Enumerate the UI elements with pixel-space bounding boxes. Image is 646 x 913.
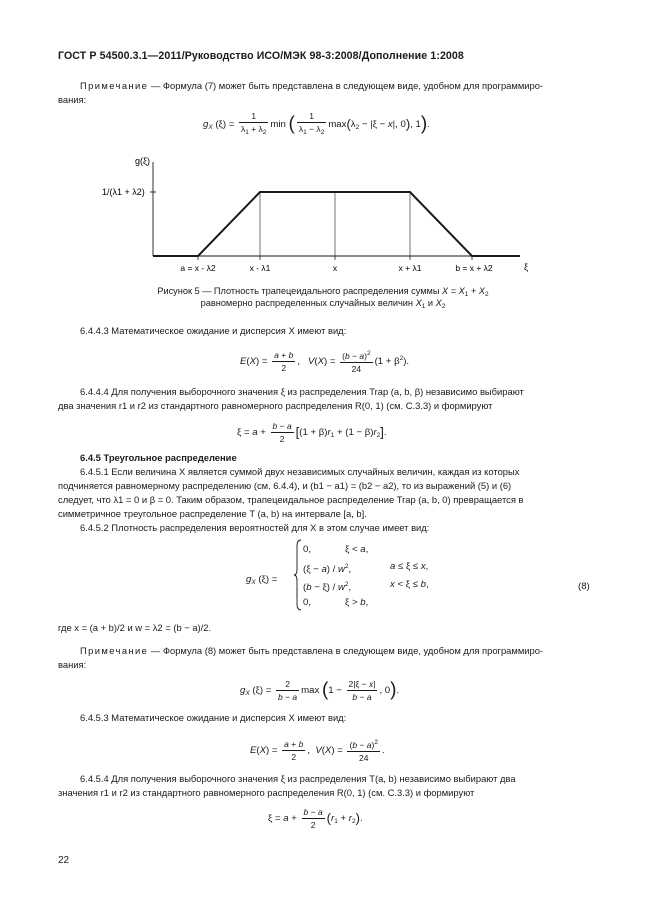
para-6-4-5-2: 6.4.5.2 Плотность распределения вероятностей для X в этом случае имеет вид: bbox=[80, 522, 430, 533]
formula-8-cond-1: ξ < a, bbox=[345, 544, 369, 555]
formula-8-case-1: 0, bbox=[303, 544, 312, 555]
note-2-text: — Формула (8) может быть представлена в следующем виде, удобном для программиро- bbox=[148, 645, 544, 656]
y-tick-label: 1/(λ1 + λ2) bbox=[102, 187, 145, 197]
formula-8-case-3: $(b - \xi) / w^2$, bbox=[303, 581, 352, 593]
para-6-4-5-4-line-2: значения r1 и r2 из стандартного равномерного распределения R(0, 1) (см. С.3.3) и формируют bbox=[58, 787, 475, 798]
trapezoid-curve bbox=[153, 192, 520, 256]
para-where: где x = (a + b)/2 и w = λ2 = (b − a)/2. bbox=[58, 622, 212, 633]
para-6-4-5-1-line-1: 6.4.5.1 Если величина X является суммой двух независимых случайных величин, каждая из которых bbox=[80, 466, 520, 477]
formula-note-1: $g_X$ (ξ) = $\frac{1}{\lambda_1 + \lambda_2}$ min ( $\frac{1}{\lambda_1 - \lambda_2}$ $\max(\lambda_2 - |\xi - x|$, 0), 1). bbox=[203, 111, 430, 136]
section-6-4-5-heading: 6.4.5 Треугольное распределение bbox=[80, 452, 237, 463]
para-6-4-4-3: 6.4.4.3 Математическое ожидание и дисперсия X имеют вид: bbox=[80, 325, 347, 336]
note-1-line-2: вания: bbox=[58, 94, 87, 105]
figure-caption-line-2: равномерно распределенных случайных величин $X_1$ и $X_2$ bbox=[200, 298, 446, 310]
formula-expectation-tri: E(X) = $\frac{a + b}{2}$ , V(X) = $\frac{(b - a)^2}{24}$ . bbox=[250, 739, 385, 763]
formula-8-cond-3: x < ξ ≤ b, bbox=[390, 579, 429, 590]
para-6-4-5-1-line-4: симметричное треугольное распределение T (a, b) на интервале [a, b]. bbox=[58, 508, 367, 519]
note-2-label: Примечание bbox=[80, 645, 149, 656]
x-tick-label-x-plus-l1: x + λ1 bbox=[398, 263, 422, 273]
para-6-4-4-4-line-2: два значения r1 и r2 из стандартного равномерного распределения R(0, 1) (см. С.3.3) и формируют bbox=[58, 400, 493, 411]
formula-8-case-2: $(\xi - a) / w^2$, bbox=[303, 563, 352, 575]
x-tick-label-b: b = x + λ2 bbox=[455, 263, 493, 273]
para-6-4-5-4-line-1: 6.4.5.4 Для получения выборочного значения ξ из распределения T(a, b) независимо выбирают два bbox=[80, 773, 516, 784]
formula-expectation-trap: E(X) = $\frac{a + b}{2}$ , V(X) = $\frac{(b - a)^2}{24}$ $(1 + \beta^2)$. bbox=[240, 350, 410, 374]
page-number: 22 bbox=[58, 855, 70, 866]
document-header: ГОСТ Р 54500.3.1—2011/Руководство ИСО/МЭК 98-3:2008/Дополнение 1:2008 bbox=[58, 50, 464, 62]
x-tick-label-a: a = x - λ2 bbox=[180, 263, 216, 273]
formula-8-case-4: 0, bbox=[303, 597, 312, 608]
para-6-4-4-4-line-1: 6.4.4.4 Для получения выборочного значения ξ из распределения Trap (a, b, β) независимо выбирают bbox=[80, 386, 524, 397]
x-axis-symbol: ξ bbox=[524, 262, 529, 272]
note-2-line-2: вания: bbox=[58, 659, 87, 670]
trapezoid-figure bbox=[60, 150, 560, 280]
equation-number-8: (8) bbox=[578, 581, 590, 592]
para-6-4-5-1-line-2: подчиняется равномерному распределению (см. 6.4.4), и (b1 − a1) = (b2 − a2), то из выражений (5) и (6) bbox=[58, 480, 512, 491]
formula-8-brace bbox=[293, 538, 301, 610]
formula-8-cond-4: ξ > b, bbox=[345, 597, 369, 608]
note-2-line-1 bbox=[80, 644, 543, 658]
x-tick-label-x-minus-l1: x - λ1 bbox=[249, 263, 271, 273]
formula-note-2: $g_X$ (ξ) = $\frac{2}{b - a}$ max (1 − $\frac{2|\xi - x|}{b - a}$ , 0). bbox=[240, 679, 400, 702]
note-1-text: — Формула (7) может быть представлена в следующем виде, удобном для программиро- bbox=[148, 80, 544, 91]
formula-sample-tri: ξ = a + $\frac{b - a}{2}$ $(r_1 + r_2)$. bbox=[268, 807, 363, 830]
para-6-4-5-3: 6.4.5.3 Математическое ожидание и дисперсия X имеют вид: bbox=[80, 712, 347, 723]
y-axis-label: g(ξ) bbox=[135, 156, 151, 166]
note-1-line-1 bbox=[80, 79, 543, 93]
formula-8-cond-2: a ≤ ξ ≤ x, bbox=[390, 561, 429, 572]
note-1-label: Примечание bbox=[80, 80, 149, 91]
formula-8-lhs: $g_X$ (ξ) = bbox=[246, 574, 278, 586]
figure-caption-line-1: Рисунок 5 — Плотность трапецеидального распределения суммы $X = X_1 + X_2$ bbox=[157, 286, 489, 298]
formula-sample-trap: ξ = a + $\frac{b - a}{2}$ $[(1 + \beta)r_1 + (1 - \beta)r_2]$. bbox=[237, 421, 387, 444]
x-tick-label-x: x bbox=[332, 263, 338, 273]
para-6-4-5-1-line-3: следует, что λ1 = 0 и β = 0. Таким образом, трапецеидальное распределение Trap (a, b, 0) превращается в bbox=[58, 494, 524, 505]
